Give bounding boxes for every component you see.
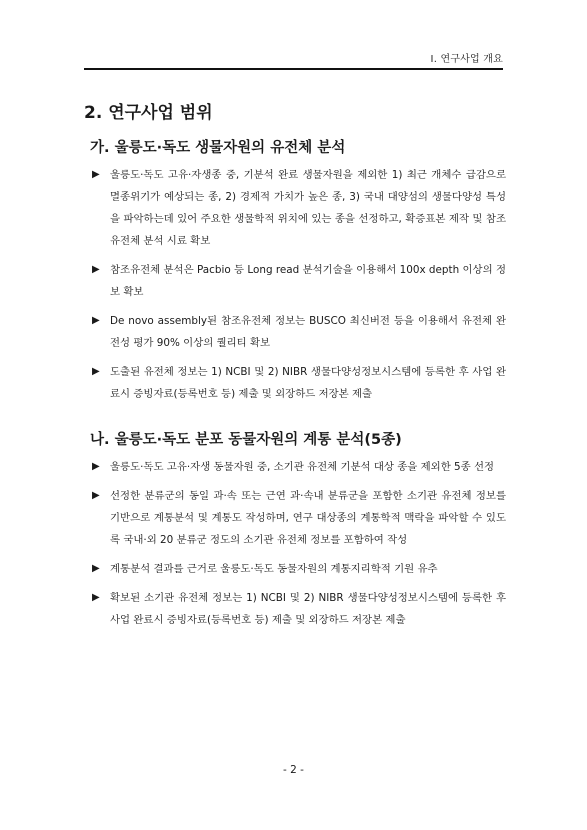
list-item xyxy=(92,361,506,405)
list-item xyxy=(92,164,506,252)
bullet-marker-icon: ▶ xyxy=(92,563,100,574)
bullet-text: 선정한 분류군의 동일 과·속 또는 근연 과·속내 분류군을 포함한 소기관 유전체 정보를 기반으로 계통분석 및 계통도 작성하며, 연구 대상종의 계통학적 맥락을 파악할 수 있도록 국내·외 20 분류군 정도의 소기관 유전체 정보를 포함하여 작성 xyxy=(110,490,506,546)
bullet-marker-icon: ▶ xyxy=(92,366,100,377)
list-item xyxy=(92,456,506,478)
bullet-marker-icon: ▶ xyxy=(92,592,100,603)
header-rule xyxy=(84,68,503,70)
list-item xyxy=(92,259,506,303)
bullet-list-ga xyxy=(92,164,506,412)
list-item xyxy=(92,587,506,631)
bullet-marker-icon: ▶ xyxy=(92,169,100,180)
bullet-text: 울릉도·독도 고유·자생 동물자원 중, 소기관 유전체 기분석 대상 종을 제외한 5종 선정 xyxy=(110,461,495,473)
bullet-text: 참조유전체 분석은 Pacbio 등 Long read 분석기술을 이용해서 100x depth 이상의 정보 확보 xyxy=(110,264,506,298)
bullet-text: 확보된 소기관 유전체 정보는 1) NCBI 및 2) NIBR 생물다양성정보시스템에 등록한 후 사업 완료시 증빙자료(등록번호 등) 제출 및 외장하드 저장본 제출 xyxy=(110,592,506,626)
bullet-text: De novo assembly된 참조유전체 정보는 BUSCO 최신버전 등을 이용해서 유전체 완전성 평가 90% 이상의 퀄리티 확보 xyxy=(110,315,506,349)
bullet-marker-icon: ▶ xyxy=(92,490,100,501)
subsection-title-ga: 가. 울릉도·독도 생물자원의 유전체 분석 xyxy=(90,140,346,156)
bullet-text: 계통분석 결과를 근거로 울릉도·독도 동물자원의 계통지리학적 기원 유추 xyxy=(110,563,438,575)
list-item xyxy=(92,558,506,580)
bullet-marker-icon: ▶ xyxy=(92,315,100,326)
list-item xyxy=(92,310,506,354)
bullet-marker-icon: ▶ xyxy=(92,264,100,275)
list-item xyxy=(92,485,506,551)
bullet-text: 울릉도·독도 고유·자생종 중, 기분석 완료 생물자원을 제외한 1) 최근 개체수 급감으로 멸종위기가 예상되는 종, 2) 경제적 가치가 높은 종, 3) 국내 대양섬의 생물다양성 특성을 파악하는데 있어 주요한 생물학적 위치에 있는 종을 선정하고, 확증표본 제작 및 참조유전체 분석 시료 확보 xyxy=(110,169,506,247)
bullet-list-na xyxy=(92,456,506,638)
bullet-text: 도출된 유전체 정보는 1) NCBI 및 2) NIBR 생물다양성정보시스템에 등록한 후 사업 완료시 증빙자료(등록번호 등) 제출 및 외장하드 저장본 제출 xyxy=(110,366,506,400)
subsection-title-na: 나. 울릉도·독도 분포 동물자원의 계통 분석(5종) xyxy=(90,432,402,448)
section-title: 2. 연구사업 범위 xyxy=(84,103,213,123)
bullet-marker-icon: ▶ xyxy=(92,461,100,472)
running-header: Ⅰ. 연구사업 개요 xyxy=(430,54,503,65)
page-number: - 2 - xyxy=(283,764,304,776)
